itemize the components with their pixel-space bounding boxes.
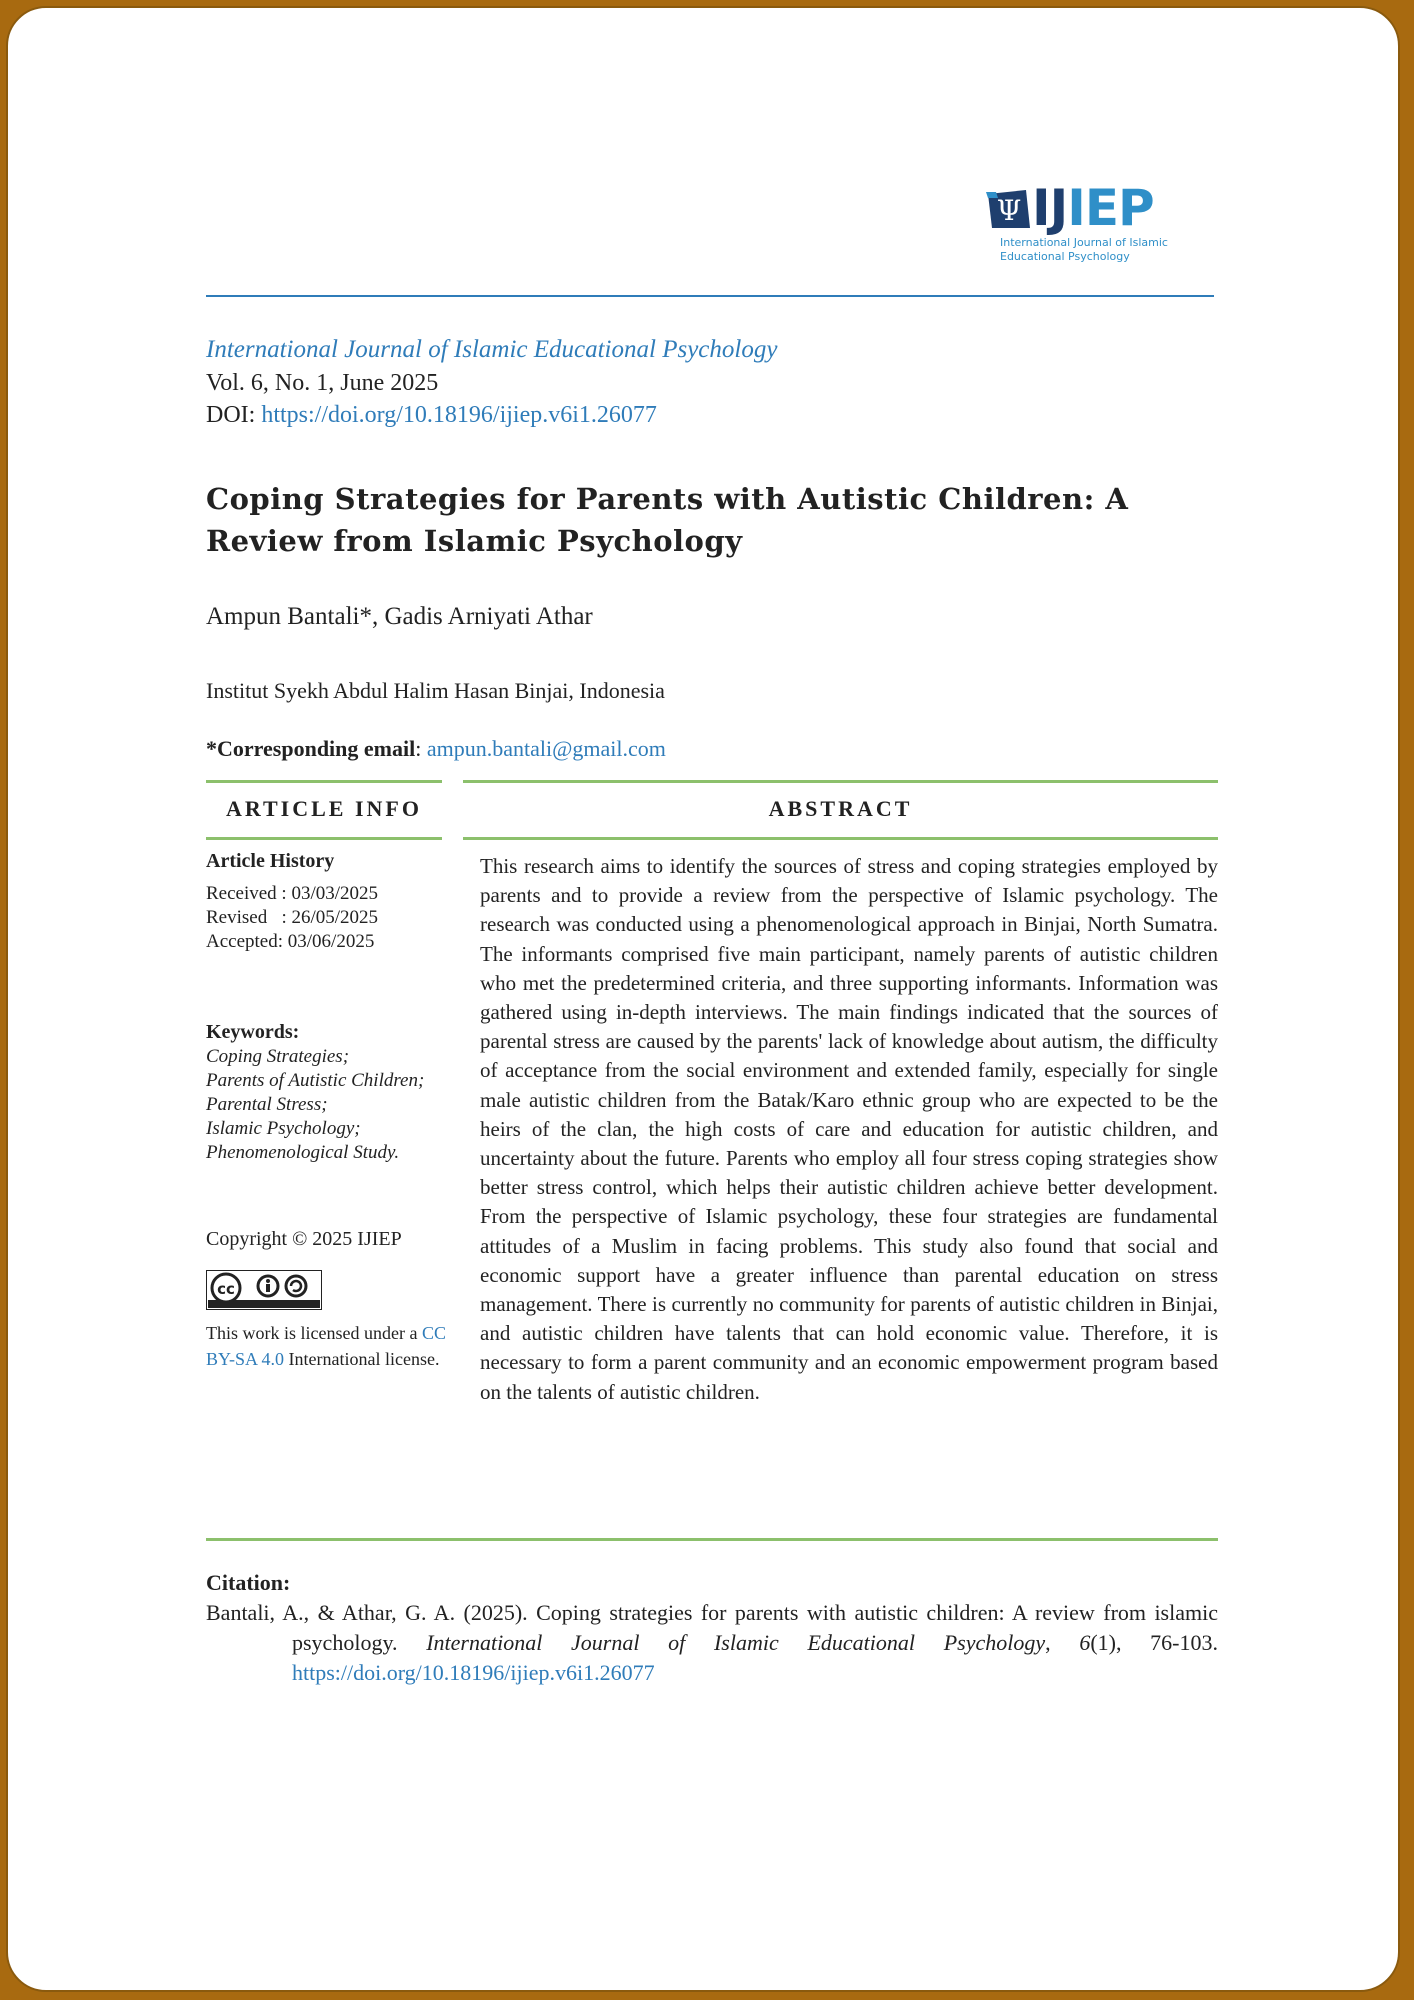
page-frame xyxy=(6,6,1400,1992)
keyword: Phenomenological Study. xyxy=(206,1142,400,1163)
citation-doi-link[interactable]: https://doi.org/10.18196/ijiep.v6i1.26077 xyxy=(292,1660,655,1685)
copyright: Copyright © 2025 IJIEP xyxy=(206,1228,402,1250)
citation-journal: International Journal of Islamic Educational Psychology xyxy=(426,1630,1046,1655)
citation-sep: , xyxy=(1045,1630,1080,1655)
logo-subtitle-line1: International Journal of Islamic xyxy=(1000,236,1168,249)
abstract-heading-rule xyxy=(463,837,1218,840)
logo-iep: IEP xyxy=(1067,179,1154,237)
logo-wordmark xyxy=(1032,178,1154,238)
keyword: Parental Stress; xyxy=(206,1094,328,1115)
revised-date: Revised : 26/05/2025 xyxy=(206,907,379,928)
keywords-heading: Keywords: xyxy=(206,1021,300,1043)
keywords-list xyxy=(206,1045,442,1165)
doi-label: DOI: xyxy=(206,402,262,428)
article-history-heading: Article History xyxy=(206,850,335,872)
license-text xyxy=(206,1320,446,1372)
email-separator: : xyxy=(415,736,427,761)
journal-name: International Journal of Islamic Educational Psychology xyxy=(206,336,778,363)
info-top-rule xyxy=(206,780,442,783)
license-pre: This work is licensed under a xyxy=(206,1323,422,1343)
logo-ij: IJ xyxy=(1032,179,1068,237)
citation-text xyxy=(206,1598,1218,1688)
keyword: Parents of Autistic Children; xyxy=(206,1070,425,1091)
authors: Ampun Bantali*, Gadis Arniyati Athar xyxy=(206,603,593,630)
abstract-text: This research aims to identify the sources of stress and coping strategies employed by parents and to provide a review from the perspective of Islamic psychology. The research was conducted using a phenomenological approach in Binjai, North Sumatra. The informants comprised five main participant, namely parents of autistic children who met the predetermined criteria, and three supporting informants. Information was gathered using in-depth interviews. The main findings indicated that the sources of parental stress are caused by the parents' lack of knowledge about autism, the difficulty of acceptance from the social environment and extended family, especially for single male autistic children from the Batak/Karo ethnic group who are expected to be the heirs of the clan, the high costs of care and education for autistic children, and uncertainty about the future. Parents who employ all four stress coping strategies show better stress control, which helps their autistic children achieve better development. From the perspective of Islamic psychology, these four strategies are fundamental attitudes of a Muslim in facing problems. This study also found that social and economic support have a greater influence than parental education on stress management. There is currently no community for parents of autistic children in Binjai, and autistic children have talents that can hold economic value. Therefore, it is necessary to form a parent community and an economic empowerment program based on the talents of autistic children. xyxy=(480,854,1218,1404)
citation-volume: 6 xyxy=(1079,1630,1091,1655)
svg-text:cc: cc xyxy=(217,1280,235,1298)
keyword: Coping Strategies; xyxy=(206,1046,350,1067)
volume-issue: Vol. 6, No. 1, June 2025 xyxy=(206,370,439,396)
abstract-top-rule xyxy=(463,780,1218,783)
accepted-date: Accepted: 03/06/2025 xyxy=(206,931,375,952)
keyword: Islamic Psychology; xyxy=(206,1118,361,1139)
license-link[interactable]: CC BY-SA 4.0 xyxy=(206,1323,446,1369)
email-label: *Corresponding email xyxy=(206,736,416,761)
affiliation: Institut Syekh Abdul Halim Hasan Binjai, Indonesia xyxy=(206,678,665,703)
received-date: Received : 03/03/2025 xyxy=(206,883,379,904)
cc-by-sa-badge-icon xyxy=(206,1270,322,1310)
article-info-heading: ARTICLE INFO xyxy=(226,796,422,821)
journal-logo xyxy=(986,179,1186,274)
citation-pre: Bantali, A., & Athar, G. A. (2025). Coping strategies for parents with autistic children: A review from islamic psychology. xyxy=(206,1600,1218,1655)
header-divider xyxy=(206,295,1214,297)
article-title: Coping Strategies for Parents with Autistic Children: A Review from Islamic Psychology xyxy=(206,482,1129,558)
citation-issue-pages: (1), 76-103. xyxy=(1090,1630,1218,1655)
doi-line xyxy=(206,402,657,429)
svg-text:Ψ: Ψ xyxy=(996,194,1022,227)
psi-logo-icon xyxy=(986,188,1032,230)
abstract-bottom-rule xyxy=(206,1538,1218,1541)
abstract-heading: ABSTRACT xyxy=(768,796,913,821)
license-post: International license. xyxy=(284,1349,440,1369)
logo-subtitle xyxy=(1000,236,1200,264)
citation-heading: Citation: xyxy=(206,1570,291,1595)
email-link[interactable]: ampun.bantali@gmail.com xyxy=(426,736,666,761)
article-history xyxy=(206,882,378,954)
doi-link[interactable]: https://doi.org/10.18196/ijiep.v6i1.26077 xyxy=(261,402,657,428)
logo-subtitle-line2: Educational Psychology xyxy=(1000,250,1130,263)
corresponding-email xyxy=(206,736,666,762)
info-heading-rule xyxy=(206,837,442,840)
